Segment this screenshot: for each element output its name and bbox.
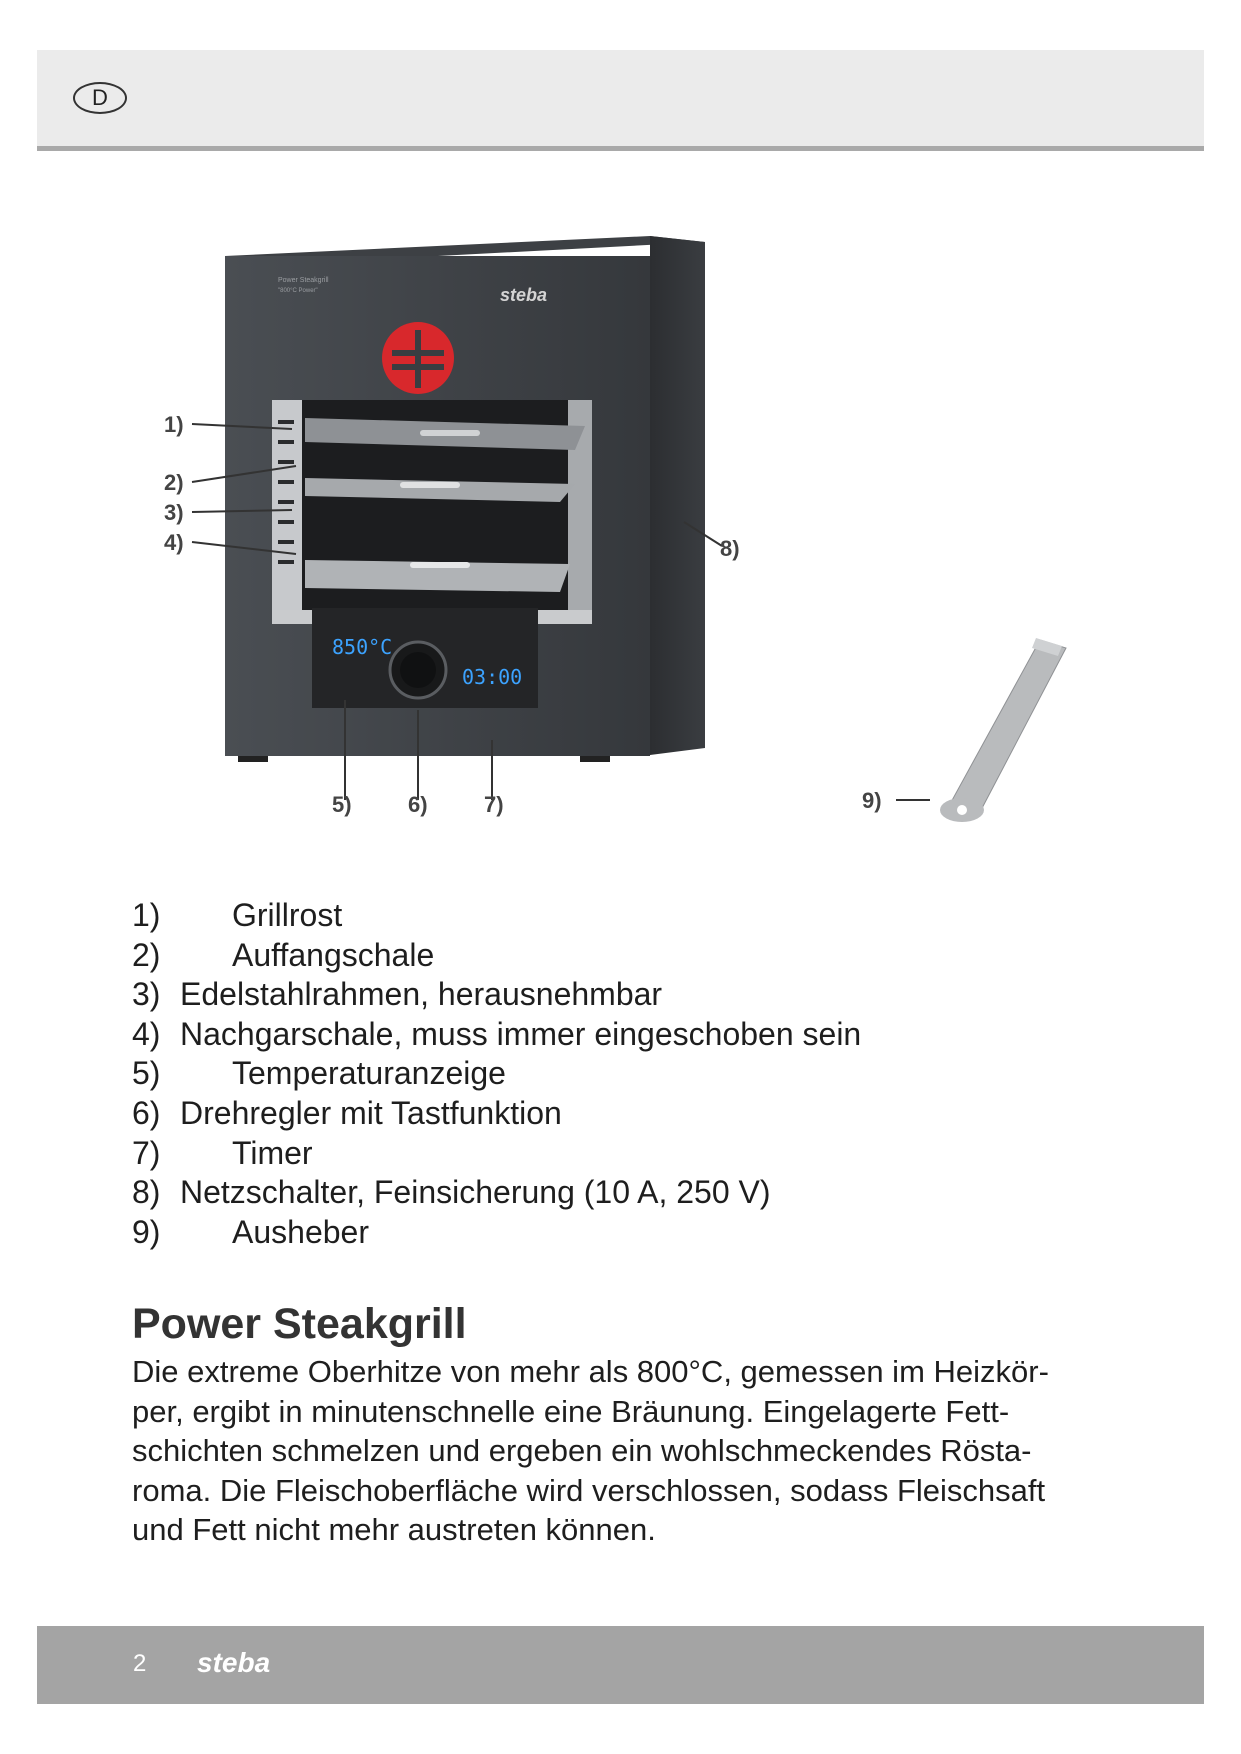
list-item (132, 1173, 932, 1213)
svg-text:steba: steba (197, 1647, 271, 1678)
temperature-display: 850°C (332, 635, 393, 659)
language-badge: D (73, 82, 127, 114)
grill-illustration (0, 200, 1241, 840)
callout-2: 2) (164, 470, 184, 495)
item-label: Netzschalter, Feinsicherung (10 A, 250 V) (180, 1174, 771, 1211)
list-item (132, 1094, 932, 1134)
list-item (132, 896, 932, 936)
device-label-line2: "800°C Power" (278, 288, 318, 294)
section-body (132, 1352, 1132, 1550)
item-label: Ausheber (232, 1213, 369, 1250)
list-item (132, 1015, 932, 1055)
item-number: 6) (132, 1094, 161, 1131)
device-label-line1: Power Steakgrill (278, 277, 329, 284)
callout-8: 8) (720, 536, 740, 561)
item-number: 4) (132, 1015, 161, 1052)
device-brand-logo: steba (500, 285, 548, 305)
grill-foot (580, 756, 610, 762)
item-number: 7) (132, 1134, 161, 1171)
callout-3: 3) (164, 500, 184, 525)
list-item (132, 975, 932, 1015)
body-line: schichten schmelzen und ergeben ein wohlschmeckendes Rösta- (132, 1433, 1032, 1468)
list-item (132, 1213, 932, 1253)
item-label: Edelstahlrahmen, herausnehmbar (180, 976, 663, 1013)
callout-9: 9) (862, 788, 882, 813)
body-line: Die extreme Oberhitze von mehr als 800°C, gemessen im Heizkör- (132, 1354, 1049, 1389)
list-item (132, 1054, 932, 1094)
item-number: 5) (132, 1055, 161, 1092)
item-number: 9) (132, 1213, 161, 1250)
footer-band (37, 1626, 1204, 1704)
body-line: per, ergibt in minutenschnelle eine Bräunung. Eingelagerte Fett- (132, 1393, 1010, 1429)
item-number: 1) (132, 897, 161, 933)
callout-1: 1) (164, 412, 184, 437)
grill-side (650, 236, 705, 755)
header-band (37, 50, 1204, 151)
callout-6: 6) (408, 792, 428, 817)
item-label: Grillrost (232, 897, 343, 933)
product-figure (0, 200, 1241, 840)
item-label: Nachgarschale, muss immer eingeschoben sein (180, 1015, 862, 1052)
item-number: 8) (132, 1174, 161, 1211)
callout-5: 5) (332, 792, 352, 817)
item-label: Temperaturanzeige (232, 1055, 506, 1092)
lifter-tool-icon (940, 638, 1066, 822)
item-label: Timer (232, 1134, 313, 1171)
body-line: roma. Die Fleischoberfläche wird verschlossen, sodass Fleischsaft (132, 1472, 1046, 1508)
steba-logo-icon (195, 1642, 325, 1682)
page-number: 2 (133, 1650, 147, 1677)
item-number: 2) (132, 936, 161, 973)
item-label: Auffangschale (232, 936, 435, 973)
list-item (132, 1134, 932, 1174)
left-rail (272, 400, 302, 610)
list-item (132, 936, 932, 976)
parts-list (132, 896, 932, 1252)
callout-4: 4) (164, 530, 184, 555)
red-emblem-icon (382, 322, 454, 394)
grill-foot (238, 756, 268, 762)
callout-7: 7) (484, 792, 504, 817)
timer-display: 03:00 (462, 665, 523, 689)
item-label: Drehregler mit Tastfunktion (180, 1094, 562, 1131)
body-line: und Fett nicht mehr austreten können. (132, 1512, 656, 1547)
item-number: 3) (132, 976, 161, 1013)
section-title: Power Steakgrill (132, 1300, 467, 1348)
